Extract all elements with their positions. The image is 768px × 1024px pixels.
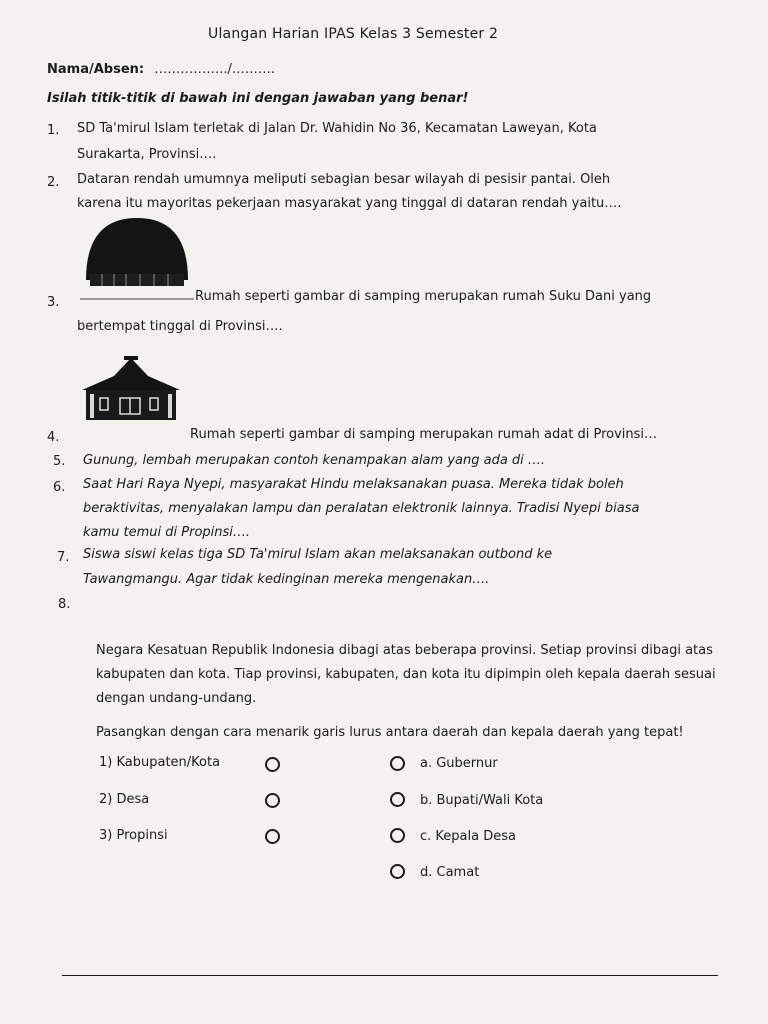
question-number: 7.	[57, 550, 70, 565]
match-right-item: c. Kepala Desa	[420, 829, 516, 844]
question-number: 5.	[53, 454, 66, 469]
match-left-circle[interactable]	[265, 793, 280, 808]
question-line: Rumah seperti gambar di samping merupakan rumah Suku Dani yang	[195, 289, 652, 304]
instruction-text: Isilah titik-titik di bawah ini dengan jawaban yang benar!	[47, 91, 469, 106]
match-left-item: 3) Propinsi	[99, 828, 168, 843]
question-line: karena itu mayoritas pekerjaan masyarakat yang tinggal di dataran rendah yaitu….	[77, 196, 622, 211]
match-right-circle[interactable]	[390, 864, 405, 879]
q8-instruction: Pasangkan dengan cara menarik garis lurus antara daerah dan kepala daerah yang tepat!	[96, 725, 684, 740]
question-number: 2.	[47, 175, 60, 190]
question-line: Saat Hari Raya Nyepi, masyarakat Hindu melaksanakan puasa. Mereka tidak boleh	[83, 477, 624, 492]
question-line: Rumah seperti gambar di samping merupakan rumah adat di Provinsi…	[190, 427, 658, 442]
question-number: 1.	[47, 123, 60, 138]
question-number: 4.	[47, 430, 60, 445]
question-line: Surakarta, Provinsi….	[77, 147, 217, 162]
match-left-circle[interactable]	[265, 829, 280, 844]
question-number: 6.	[53, 480, 66, 495]
match-right-item: d. Camat	[420, 865, 480, 880]
question-line: kamu temui di Propinsi….	[83, 525, 251, 540]
name-label: Nama/Absen:	[47, 62, 145, 77]
q8-paragraph: Negara Kesatuan Republik Indonesia dibagi atas beberapa provinsi. Setiap provinsi dibagi atas kabupaten dan kota. Tiap provinsi, kabupaten, dan kota itu dipimpin oleh kepala daerah sesuai dengan undang-undang.	[96, 643, 716, 706]
match-right-item: b. Bupati/Wali Kota	[420, 793, 544, 808]
name-field	[47, 61, 275, 79]
question-line: Tawangmangu. Agar tidak kedinginan mereka mengenakan….	[83, 572, 490, 587]
match-right-circle[interactable]	[390, 756, 405, 771]
honai-house-image	[80, 214, 194, 302]
question-line: beraktivitas, menyalakan lampu dan peralatan elektronik lainnya. Tradisi Nyepi biasa	[83, 501, 640, 516]
match-right-item: a. Gubernur	[420, 756, 498, 771]
question-line: Gunung, lembah merupakan contoh kenampakan alam yang ada di ….	[83, 453, 546, 468]
question-line: Siswa siswi kelas tiga SD Ta'mirul Islam akan melaksanakan outbond ke	[83, 547, 553, 562]
question-line: Dataran rendah umumnya meliputi sebagian besar wilayah di pesisir pantai. Oleh	[77, 172, 611, 187]
name-blank: ……………../……….	[154, 62, 276, 77]
match-left-item: 2) Desa	[99, 792, 150, 807]
joglo-house-image	[80, 354, 182, 424]
match-right-circle[interactable]	[390, 828, 405, 843]
question-line: SD Ta'mirul Islam terletak di Jalan Dr. Wahidin No 36, Kecamatan Laweyan, Kota	[77, 121, 597, 136]
match-left-item: 1) Kabupaten/Kota	[99, 755, 221, 770]
question-line: bertempat tinggal di Provinsi….	[77, 319, 283, 334]
match-right-circle[interactable]	[390, 792, 405, 807]
page-title: Ulangan Harian IPAS Kelas 3 Semester 2	[208, 26, 499, 42]
question-number: 3.	[47, 295, 60, 310]
bottom-divider	[62, 975, 718, 976]
match-left-circle[interactable]	[265, 757, 280, 772]
question-number: 8.	[58, 597, 71, 612]
